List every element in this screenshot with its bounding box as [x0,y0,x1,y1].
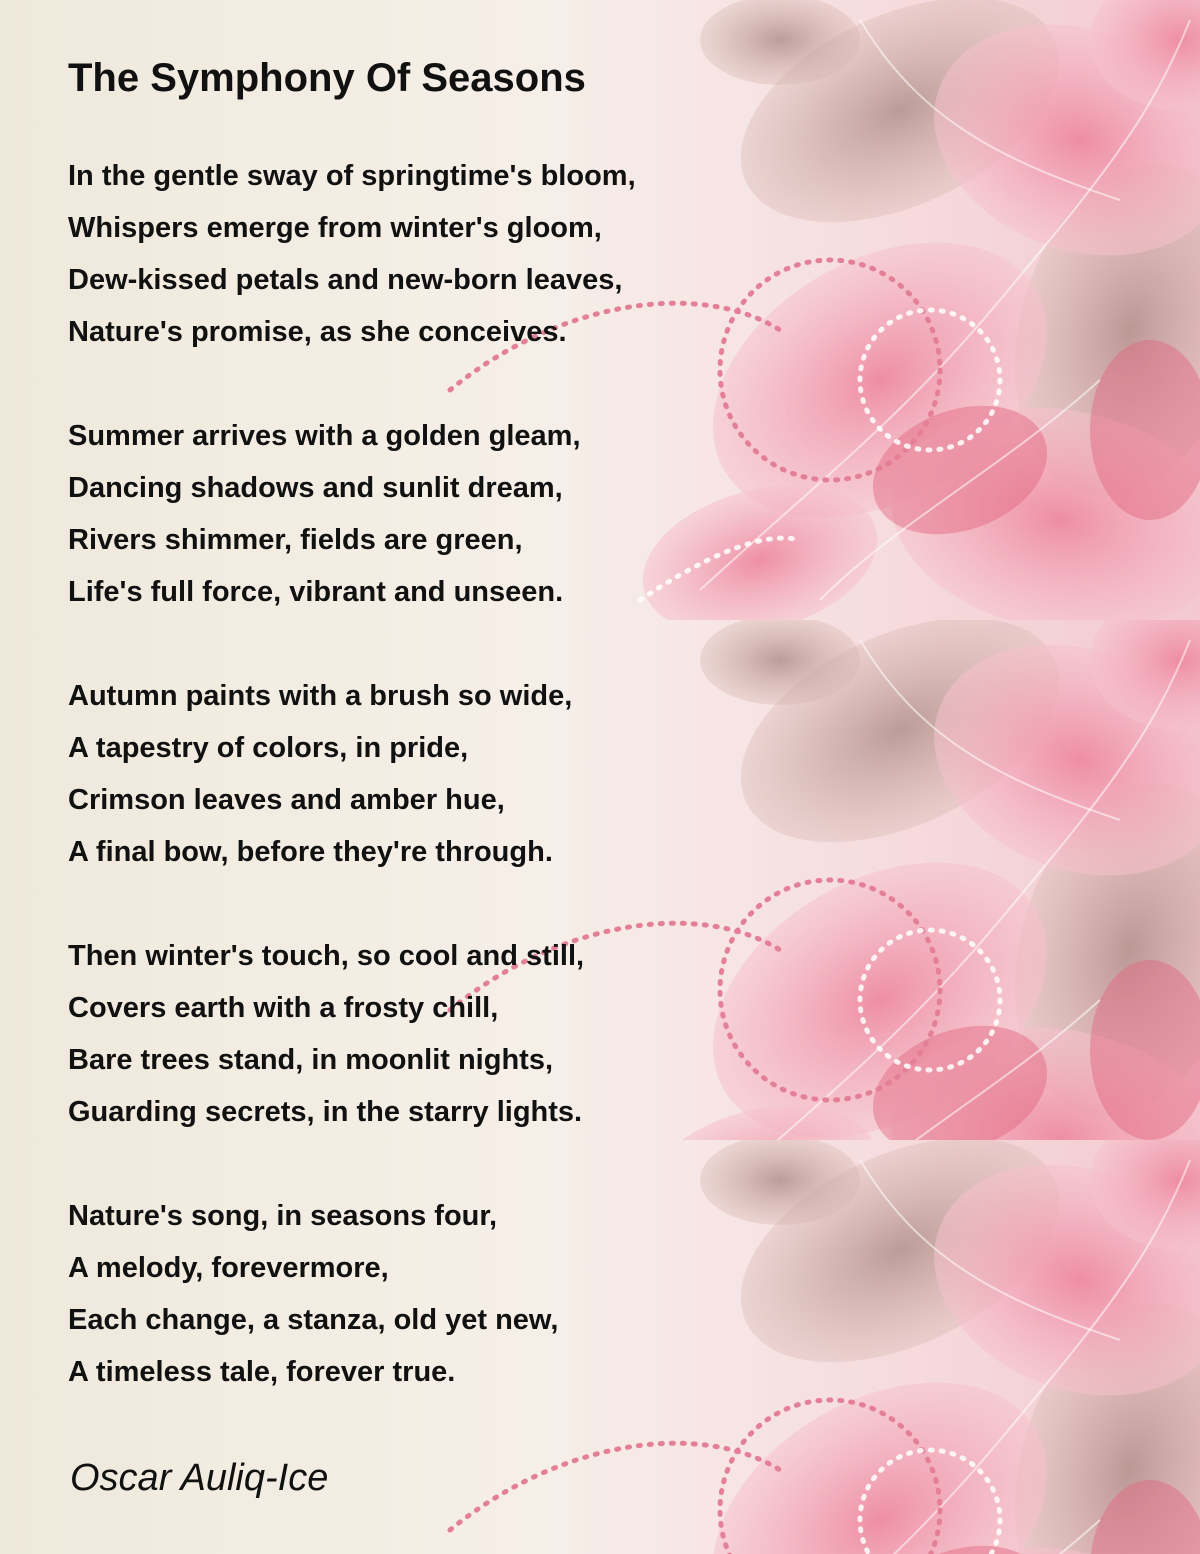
poem-line: Dancing shadows and sunlit dream, [68,472,563,504]
poem-line: A final bow, before they're through. [68,836,553,868]
poem-line: Then winter's touch, so cool and still, [68,940,585,972]
poem-line: A tapestry of colors, in pride, [68,732,469,764]
stanza-5 [68,1190,558,1398]
poem-line: Covers earth with a frosty chill, [68,992,499,1024]
poem-line: Crimson leaves and amber hue, [68,784,505,816]
poem-line: Each change, a stanza, old yet new, [68,1304,559,1336]
stanza-2 [68,410,581,618]
poem-author: Oscar Auliq-Ice [70,1457,329,1499]
poem-line: Dew-kissed petals and new-born leaves, [68,264,623,296]
poem-line: Nature's song, in seasons four, [68,1200,498,1232]
stanza-1 [68,150,636,358]
poem-line: Autumn paints with a brush so wide, [68,680,573,712]
poem-line: Bare trees stand, in moonlit nights, [68,1044,554,1076]
poem-line: Rivers shimmer, fields are green, [68,524,523,556]
poem-line: A melody, forevermore, [68,1252,389,1284]
poem-line: Life's full force, vibrant and unseen. [68,576,564,608]
poem-line: Whispers emerge from winter's gloom, [68,212,602,244]
poem-line: Guarding secrets, in the starry lights. [68,1096,583,1128]
poem-title: The Symphony Of Seasons [68,56,586,100]
poem-line: Nature's promise, as she conceives. [68,316,567,348]
poem-line: A timeless tale, forever true. [68,1356,456,1388]
poem-line: In the gentle sway of springtime's bloom, [68,160,636,192]
stanza-4 [68,930,584,1138]
poem-line: Summer arrives with a golden gleam, [68,420,581,452]
stanza-3 [68,670,572,878]
